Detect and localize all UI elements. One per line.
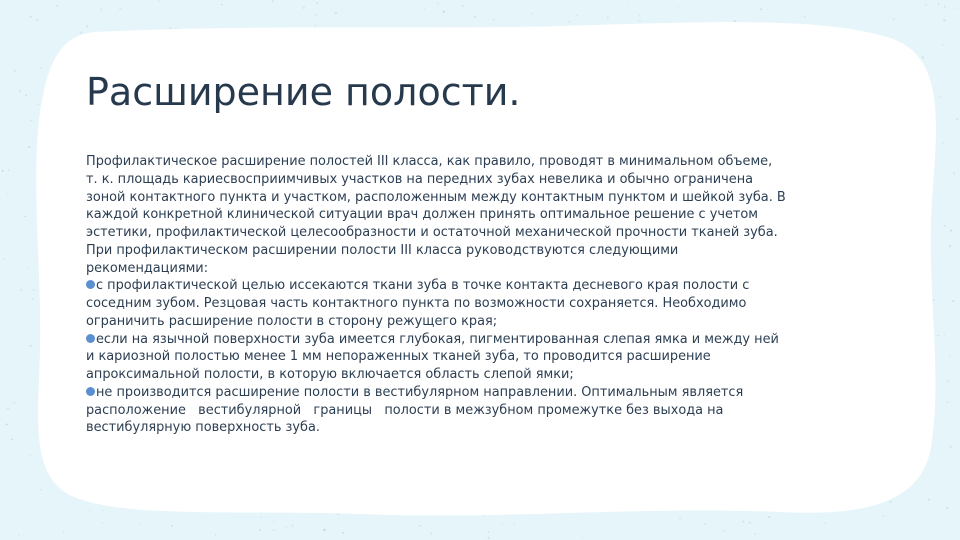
slide-title: Расширение полости. xyxy=(86,70,521,114)
bullet-continuation-line: ограничить расширение полости в сторону режущего края; xyxy=(86,313,498,329)
bullet-line: если на язычной поверхности зуба имеется глубокая, пигментированная слепая ямка и между ней xyxy=(96,331,779,347)
bullet-item-3 xyxy=(86,384,896,402)
paragraph-line: каждой конкретной клинической ситуации врач должен принять оптимальное решение с учетом xyxy=(86,207,759,223)
paragraph-line: Профилактическое расширение полостей III класса, как правило, проводят в минимальном объеме, xyxy=(86,154,773,169)
bullet-continuation-line: соседним зубом. Резцовая часть контактного пункта по возможности сохраняется. Необходимо xyxy=(86,296,747,311)
bullet-continuation-line: апроксимальной полости, в которую включается область слепой ямки; xyxy=(86,367,574,382)
bullet-line: с профилактической целью иссекаются ткани зуба в точке контакта десневого края полости с xyxy=(96,278,750,294)
bullet-continuation-line: расположение вестибулярной границы полости в межзубном промежутке без выхода на xyxy=(86,402,724,418)
bullet-dot-icon xyxy=(86,280,95,289)
bullet-continuation-line: вестибулярную поверхность зуба. xyxy=(86,420,320,436)
slide-body xyxy=(86,153,896,437)
paragraph-line: рекомендациями: xyxy=(86,260,209,276)
paragraph-line: эстетики, профилактической целесообразности и остаточной механической прочности тканей зуба. xyxy=(86,225,778,240)
bullet-continuation-line: и кариозной полостью менее 1 мм непораженных тканей зуба, то проводится расширение xyxy=(86,349,711,365)
bullet-line: не производится расширение полости в вестибулярном направлении. Оптимальным является xyxy=(96,384,744,400)
bullet-item-1 xyxy=(86,277,896,295)
bullet-dot-icon xyxy=(86,387,95,396)
paragraph-line: т. к. площадь кариесвосприимчивых участков на передних зубах невелика и обычно ограничена xyxy=(86,171,754,187)
bullet-item-2 xyxy=(86,331,896,349)
paragraph-line: При профилактическом расширении полости III класса руководствуются следующими xyxy=(86,242,679,258)
paragraph-line: зоной контактного пункта и участком, расположенным между контактным пунктом и шейкой зуба. В xyxy=(86,189,786,205)
bullet-dot-icon xyxy=(86,334,95,343)
